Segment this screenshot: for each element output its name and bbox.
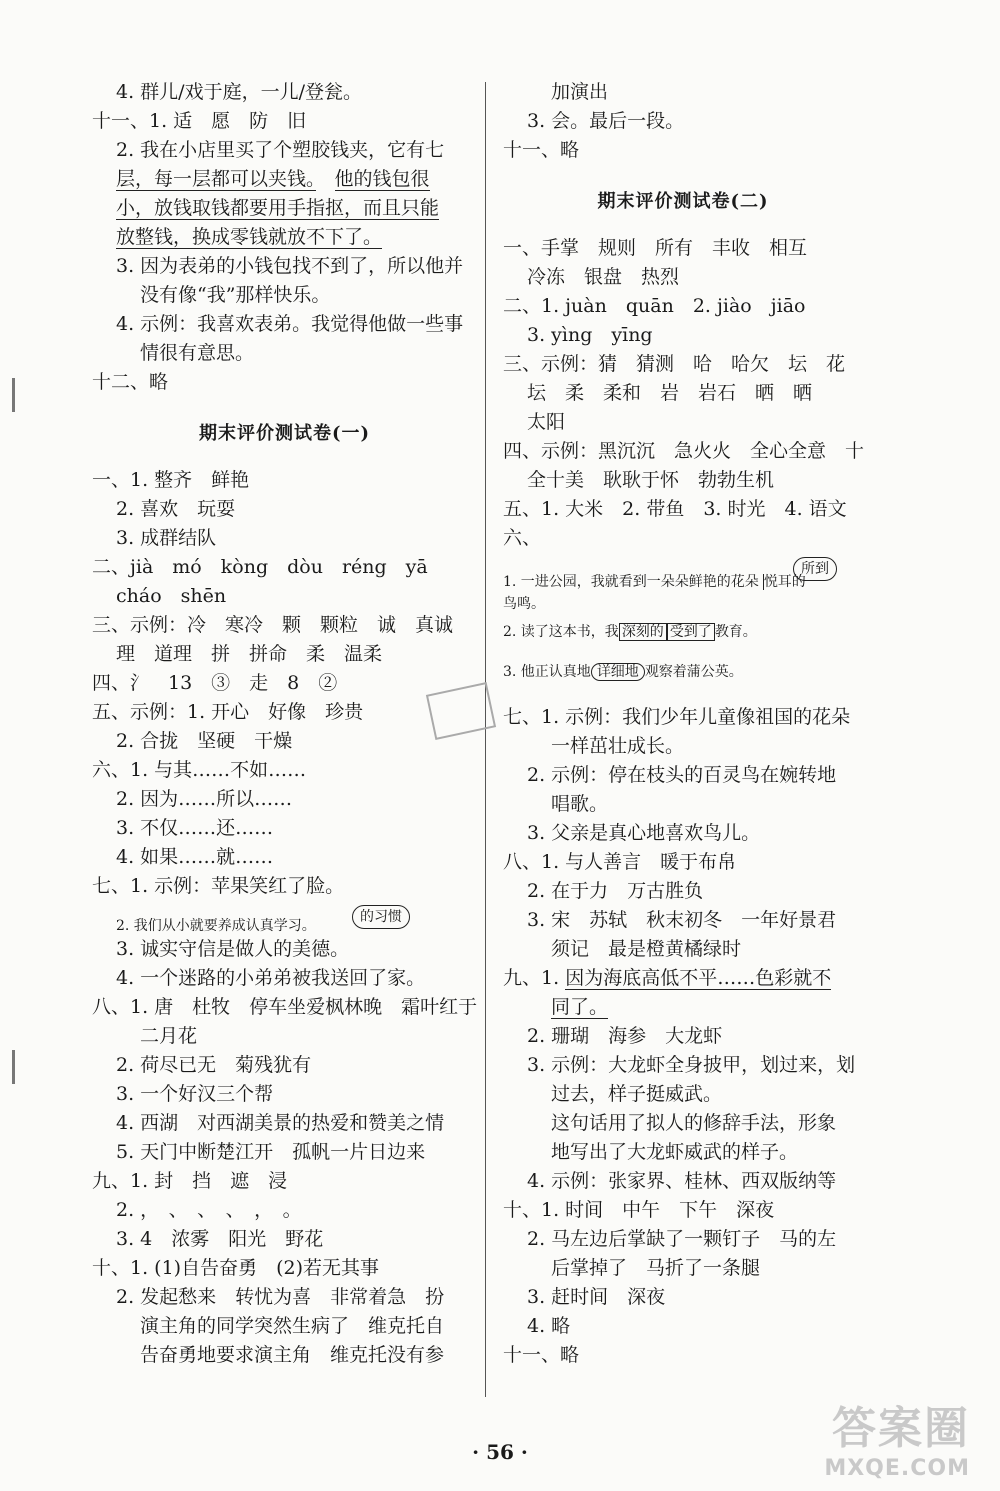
answer-line: 十、1. (1)自告奋勇 (2)若无其事	[92, 1257, 379, 1279]
answer-line: 4. 如果……就……	[116, 846, 274, 868]
insert-bubble	[352, 901, 410, 930]
answer-line: 坛 柔 柔和 岩 岩石 晒 晒	[527, 382, 813, 404]
answer-line: 七、1. 示例：我们少年儿童像祖国的花朵	[503, 706, 851, 728]
answer-line: 3. 4 浓雾 阳光 野花	[116, 1228, 324, 1250]
correction-text: 鸟鸣。	[503, 596, 545, 612]
watermark-logo: 答案圈	[832, 1403, 970, 1454]
answer-line: 4. 示例：我喜欢表弟。我觉得他做一些事	[116, 313, 464, 335]
bubble-text: 的习惯	[352, 905, 410, 929]
answer-line: 十一、略	[503, 139, 580, 161]
answer-line: 演主角的同学突然生病了 维克托自	[140, 1315, 445, 1337]
answer-line: 2. 喜欢 玩耍	[116, 498, 236, 520]
answer-line: 后掌掉了 马折了一条腿	[551, 1257, 761, 1279]
answer-line: 没有像“我”那样快乐。	[140, 284, 331, 306]
answer-line: 太阳	[527, 411, 566, 433]
answer-line: 一、1. 整齐 鲜艳	[92, 469, 250, 491]
answer-line: 3. 示例：大龙虾全身披甲，划过来，划	[527, 1054, 856, 1076]
answer-line: cháo shēn	[116, 585, 227, 607]
correction-line	[503, 553, 863, 593]
answer-line: 4. 一个迷路的小弟弟被我送回了家。	[116, 967, 426, 989]
underlined-text: 小，放钱取钱都要用手指抠，而且只能	[116, 197, 440, 219]
answer-line: 七、1. 示例：苹果笑红了脸。	[92, 875, 345, 897]
answer-line: 三、示例：冷 寒冷 颗 颗粒 诚 真诚	[92, 614, 454, 636]
answer-line: 全十美 耿耿于怀 勃勃生机	[527, 469, 775, 491]
answer-line: 十一、1. 适 愿 防 旧	[92, 110, 307, 132]
answer-line: 3. 不仅……还……	[116, 817, 274, 839]
answer-line: 一样茁壮成长。	[551, 735, 685, 757]
answer-line: 须记 最是橙黄橘绿时	[551, 938, 742, 960]
answer-line: 四、示例：黑沉沉 急火火 全心全意 十	[503, 440, 865, 462]
answer-line: 二月花	[140, 1025, 198, 1047]
answer-line: 三、示例：猜 猜测 哈 哈欠 坛 花	[503, 353, 846, 375]
answer-line: 3. yìng yīng	[527, 324, 653, 346]
answer-line: 2. 马左边后掌缺了一颗钉子 马的左	[527, 1228, 837, 1250]
underlined-text: 因为海底高低不平……色彩就不	[565, 967, 832, 989]
circled-word: 详细地	[591, 663, 645, 681]
answer-line	[92, 165, 477, 194]
scan-mark	[12, 378, 15, 412]
answer-line: 3. 因为表弟的小钱包找不到了，所以他并	[116, 255, 464, 277]
answer-line: 八、1. 唐 杜牧 停车坐爱枫林晚 霜叶红于	[92, 996, 478, 1018]
scan-mark	[12, 1050, 15, 1084]
sentence-part: 悦耳的	[763, 574, 806, 590]
answer-line: 2. 发起愁来 转忧为喜 非常着急 扮	[116, 1286, 445, 1308]
answer-line: 3. 成群结队	[116, 527, 217, 549]
boxed-word: 受到了	[667, 623, 715, 641]
answer-line: 4. 西湖 对西湖美景的热爱和赞美之情	[116, 1112, 445, 1134]
answer-line: 告奋勇地要求演主角 维克托没有参	[140, 1344, 445, 1366]
answer-line: 3. 父亲是真心地喜欢鸟儿。	[527, 822, 761, 844]
answer-line: 十一、略	[503, 1344, 580, 1366]
answer-line: 这句话用了拟人的修辞手法，形象	[551, 1112, 837, 1134]
answer-line: 3. 诚实守信是做人的美德。	[116, 938, 350, 960]
answer-line: 3. 会。最后一段。	[527, 110, 685, 132]
answer-line: 过去，样子挺威武。	[551, 1083, 723, 1105]
right-column	[503, 78, 863, 1370]
answer-line: 2. 荷尽已无 菊残犹有	[116, 1054, 312, 1076]
answer-line: 2. 合拢 坚硬 干燥	[116, 730, 293, 752]
answer-line: 2. 珊瑚 海参 大龙虾	[527, 1025, 723, 1047]
answer-line: 3. 宋 苏轼 秋末初冬 一年好景君	[527, 909, 837, 931]
underlined-text: 他的钱包很	[334, 168, 430, 190]
answer-line: 八、1. 与人善言 暖于布帛	[503, 851, 737, 873]
answer-line	[503, 964, 863, 993]
section-heading: 期末评价测试卷(二)	[597, 191, 769, 212]
watermark-url: MXQE.COM	[824, 1456, 970, 1481]
answer-line: 4. 略	[527, 1315, 571, 1337]
correction-text	[503, 571, 806, 593]
answer-line	[92, 194, 477, 223]
answer-line: 情很有意思。	[140, 342, 255, 364]
answer-line: 4. 群儿/戏于庭，一儿/登瓮。	[116, 81, 362, 103]
answer-line: 地写出了大龙虾威武的样子。	[551, 1141, 799, 1163]
answer-line: 五、示例：1. 开心 好像 珍贵	[92, 701, 364, 723]
answer-line: 3. 一个好汉三个帮	[116, 1083, 274, 1105]
section-heading: 期末评价测试卷(一)	[198, 423, 371, 444]
answer-line: 六、	[503, 527, 542, 549]
answer-line: 二、1. juàn quān 2. jiào jiāo	[503, 295, 806, 317]
sentence-part: 九、1.	[503, 967, 560, 989]
answer-line: 5. 天门中断楚江开 孤帆一片日边来	[116, 1141, 426, 1163]
answer-line: 冷冻 银盘 热烈	[527, 266, 680, 288]
answer-line: 二、jià mó kòng dòu réng yā	[92, 556, 428, 578]
answer-line: 九、1. 封 挡 遮 浸	[92, 1170, 288, 1192]
underlined-text: 同了。	[551, 996, 609, 1018]
sentence-part: 3. 他正认真地	[503, 664, 591, 680]
boxed-word: 深刻的	[619, 623, 667, 641]
answer-line: 2. 我在小店里买了个塑胶钱夹，它有七	[116, 139, 445, 161]
bubble-text: 所到	[793, 557, 837, 581]
answer-line: 2. ， 、 、 、 ， 。	[116, 1199, 302, 1221]
answer-line: 唱歌。	[551, 793, 609, 815]
sentence-part: 教育。	[714, 624, 757, 640]
answer-line: 十、1. 时间 中午 下午 深夜	[503, 1199, 775, 1221]
answer-line: 四、氵 13 ③ 走 8 ②	[92, 672, 338, 694]
answer-line: 2. 示例：停在枝头的百灵鸟在婉转地	[527, 764, 837, 786]
answer-line: 理 道理 拼 拼命 柔 温柔	[116, 643, 383, 665]
left-column	[92, 78, 477, 1370]
correction-text	[503, 621, 863, 661]
underlined-text: 放整钱，换成零钱就放不下了。	[116, 226, 383, 248]
answer-line: 一、手掌 规则 所有 丰收 相互	[503, 237, 808, 259]
answer-line: 2. 因为……所以……	[116, 788, 293, 810]
answer-line: 4. 示例：张家界、桂林、西双版纳等	[527, 1170, 837, 1192]
column-divider	[485, 82, 486, 1397]
correction-line	[92, 901, 477, 935]
answer-line: 3. 赶时间 深夜	[527, 1286, 666, 1308]
answer-line: 加演出	[551, 81, 609, 103]
watermark	[824, 1392, 970, 1481]
sentence-part: 2. 读了这本书，我	[503, 624, 619, 640]
sentence-part: 1. 一进公园，我就看到一朵朵鲜艳的花朵	[503, 574, 759, 590]
answer-line: 2. 我们从小就要养成认真学习。	[116, 918, 316, 934]
correction-text	[503, 661, 863, 703]
underlined-text: 层，每一层都可以夹钱。	[116, 168, 316, 190]
answer-line: 2. 在于力 万古胜负	[527, 880, 704, 902]
answer-line	[92, 223, 477, 252]
answer-line: 六、1. 与其……不如……	[92, 759, 307, 781]
answer-line: 十二、略	[92, 371, 169, 393]
answer-line	[503, 993, 863, 1022]
answer-line: 五、1. 大米 2. 带鱼 3. 时光 4. 语文	[503, 498, 847, 520]
page-number: · 56 ·	[472, 1440, 528, 1464]
sentence-part: 观察着蒲公英。	[644, 664, 743, 680]
